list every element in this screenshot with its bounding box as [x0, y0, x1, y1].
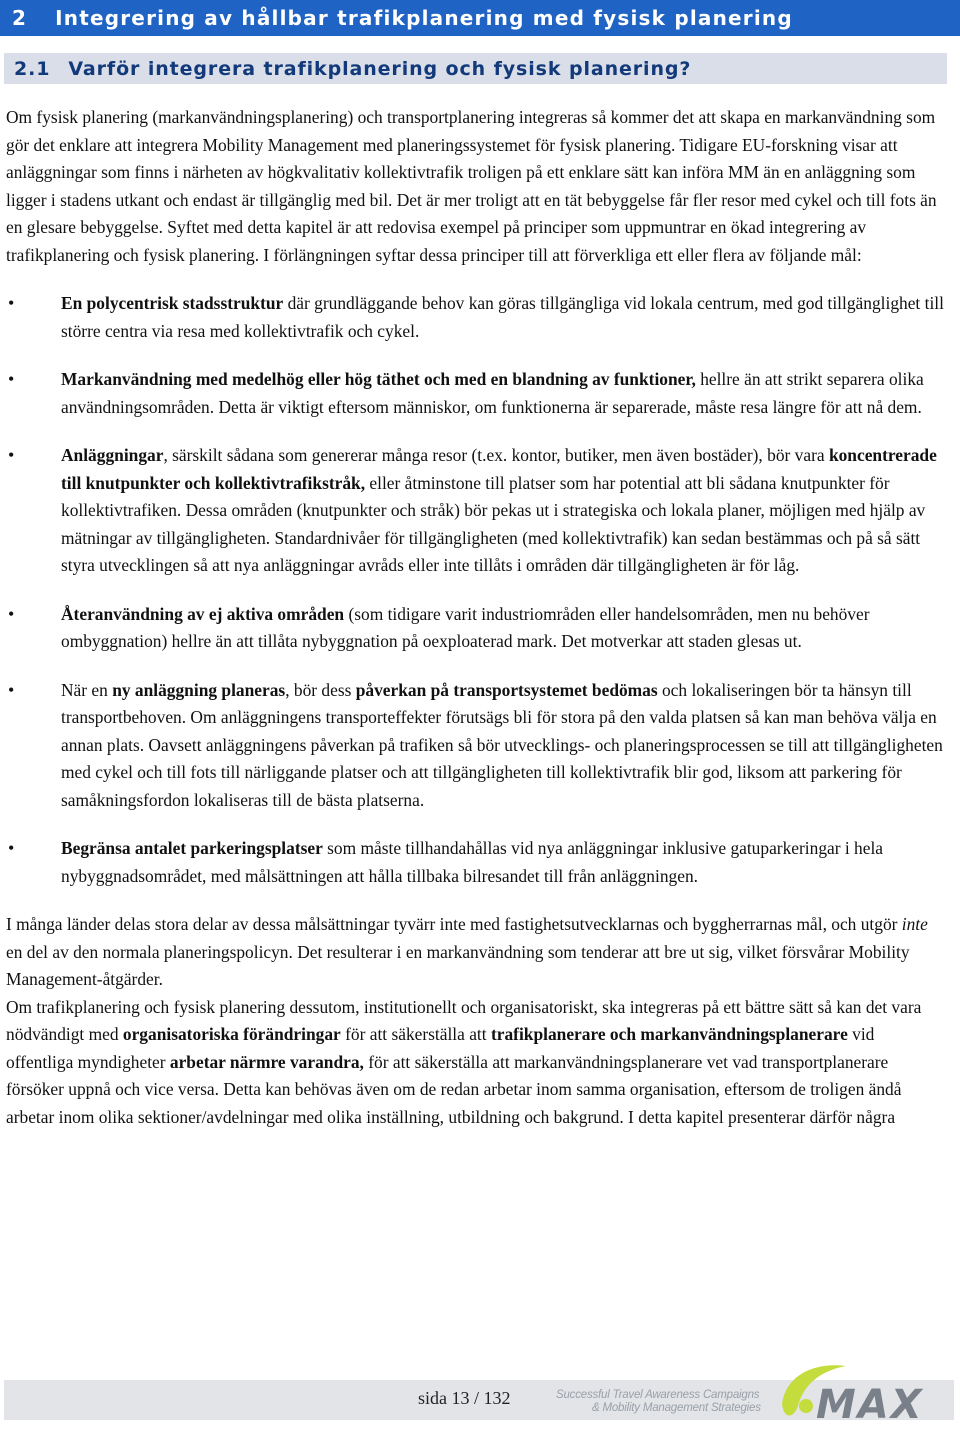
bold-term: Anläggningar	[61, 445, 164, 465]
goal-list	[6, 290, 944, 890]
list-item	[6, 442, 944, 580]
body-paragraph	[6, 994, 944, 1132]
item-text: eller åtminstone till platser som har potential att bli sådana knutpunkter för kollektivtrafiken. Dessa områden (knutpunkter och stråk) bör pekas ut i strategiska och lokala planer, möjligen med hjälp av mätningar av tillgängligheten. Standardnivåer för tillgängligheten (med kollektivtrafik) kan sedan bestämmas och på så sätt styra utvecklingen så att nya anläggningar avråds eller inte tillåts i områden där tillgängligheten är för låg.	[61, 472, 926, 575]
bold-term: En polycentrisk stadsstruktur	[61, 293, 284, 313]
section-heading	[4, 53, 947, 84]
item-text: (som tidigare varit industriområden eller handelsområden, men nu behöver ombyggnation) hellre än att tillåta nybyggnation på oexploaterad mark. Det motverkar att staden glesas ut.	[61, 603, 870, 651]
bullet-icon: •	[8, 603, 15, 624]
bullet-icon: •	[8, 293, 15, 313]
item-text: och lokaliseringen bör ta hänsyn till transportbehoven. Om anläggningens transporteffekter förutsägs bli för stora på den valda platsen så kan man behöva välja en annan plats. Oavsett anläggningens påverkan på trafiken så bör utvecklings- och planeringsprocessen se till att tillgängligheten med cykel och till fots till närliggande platser och att tillgängligheten till kollektivtrafik blir god, liksom att parkering för samåkningsfordon lokaliseras till de bästa platserna.	[61, 679, 943, 810]
section-title: Varför integrera trafikplanering och fysisk planering?	[68, 57, 692, 80]
italic-term: inte	[901, 914, 928, 934]
max-logo	[776, 1360, 952, 1432]
bullet-icon: •	[8, 369, 15, 389]
bold-term: koncentrerade till knutpunkter och kollektivtrafikstråk,	[61, 445, 937, 493]
text-run: en del av den normala planeringspolicyn. Det resulterar i en markanvändning som tenderar att bre ut sig, vilket försvårar Mobility Management-åtgärder.	[6, 941, 910, 989]
intro-paragraph: Om fysisk planering (markanvändningsplanering) och transportplanering integreras så kommer det att skapa en markanvändning som gör det enklare att integrera Mobility Management med planeringssystemet för fysisk planering. Tidigare EU-forskning visar att anläggningar som finns i närheten av högkvalitativ kollektivtrafik troligen på ett enklare sätt kan införa MM än en anläggning som ligger i stadens utkant och endast är tillgänglig med bil. Det är mer troligt att en tät bebyggelse får fler resor med cykel och till fots än en glesare bebyggelse. Syftet med detta kapitel är att redovisa exempel på principer som uppmuntrar en ökad integrering av trafikplanering och fysisk planering. I förlängningen syftar dessa principer till att förverkliga ett eller flera av följande mål:	[6, 107, 937, 265]
list-item	[6, 366, 944, 421]
tagline-line-1: Successful Travel Awareness Campaigns	[556, 1389, 760, 1401]
document-body	[6, 104, 944, 1131]
logo-text: MAX	[816, 1382, 924, 1428]
item-text: där grundläggande behov kan göras tillgängliga vid lokala centrum, med god tillgänglighet till större centra via resa med kollektivtrafik och cykel.	[61, 293, 944, 341]
bold-term: organisatoriska förändringar	[122, 1024, 341, 1044]
list-item	[6, 677, 944, 815]
text-run: för att säkerställa att markanvändningsplanerare vet vad transportplanerare försöker uppnå och vice versa. Detta kan behövas även om de redan arbetar inom samma organisation, eftersom de troligen ändå arbetar inom olika sektioner/avdelningar med olika inställning, utbildning och bakgrund. I detta kapitel presenterar därför några	[6, 1051, 902, 1127]
bullet-icon: •	[8, 838, 15, 858]
text-run: I många länder delas stora delar av dessa målsättningar tyvärr inte med fastighetsutvecklarnas och byggherrarnas mål, och utgör	[6, 914, 902, 934]
text-run: vid offentliga myndigheter	[6, 1024, 875, 1072]
footer-tagline	[556, 1389, 761, 1415]
bold-term: påverkan på transportsystemet bedömas	[355, 679, 658, 700]
chapter-number: 2	[12, 6, 28, 30]
list-item	[6, 601, 944, 656]
chapter-heading	[0, 0, 960, 36]
bullet-icon: •	[8, 679, 15, 700]
item-text: När en	[61, 679, 113, 700]
bold-term: Återanvändning av ej aktiva områden	[61, 603, 345, 624]
bold-term: ny anläggning planeras	[112, 679, 286, 700]
item-text: , särskilt sådana som genererar många resor (t.ex. kontor, butiker, men även bostäder), bör vara	[163, 445, 829, 465]
text-run: Om trafikplanering och fysisk planering dessutom, institutionellt och organisatoriskt, ska integreras på ett bättre sätt så kan det vara nödvändigt med	[6, 996, 922, 1044]
item-text: , bör dess	[285, 679, 356, 700]
tagline-line-2: & Mobility Management Strategies	[592, 1402, 761, 1414]
text-run: för att säkerställa att	[340, 1024, 491, 1044]
section-number: 2.1	[14, 57, 51, 80]
body-paragraph	[6, 911, 944, 994]
page-number: sida 13 / 132	[418, 1388, 511, 1408]
chapter-title: Integrering av hållbar trafikplanering med fysisk planering	[55, 6, 793, 30]
item-text: hellre än att strikt separera olika användningsområden. Detta är viktigt eftersom människor, om funktionerna är separerade, måste resa längre för att nå dem.	[61, 369, 924, 417]
list-item	[6, 835, 944, 890]
item-text: som måste tillhandahållas vid nya anläggningar inklusive gatuparkeringar i hela nybyggnadsområdet, med målsättningen att hålla tillbaka bilresandet till från anläggningen.	[61, 838, 884, 886]
bullet-icon: •	[8, 445, 15, 465]
bold-term: Begränsa antalet parkeringsplatser	[61, 838, 323, 858]
bold-term: Markanvändning med medelhög eller hög täthet och med en blandning av funktioner,	[61, 369, 696, 389]
bold-term: arbetar närmre varandra,	[169, 1051, 364, 1072]
bold-term: trafikplanerare och markanvändningsplanerare	[490, 1024, 848, 1044]
list-item	[6, 290, 944, 345]
